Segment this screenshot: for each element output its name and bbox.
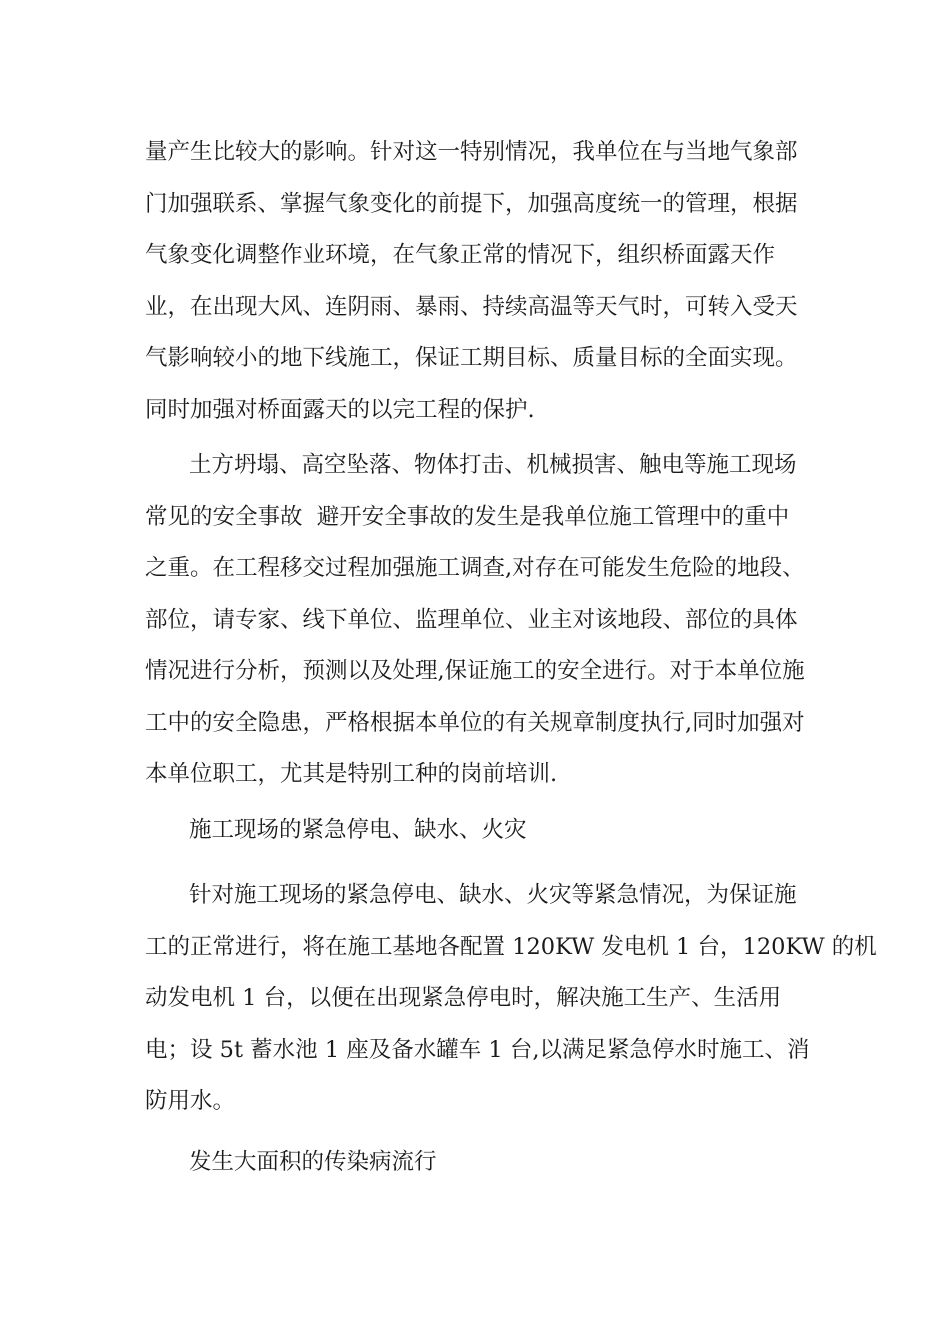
paragraph-emergency [145, 870, 877, 1128]
text-line: 土方坍塌、高空坠落、物体打击、机械损害、触电等施工现场 [189, 452, 797, 478]
text-line: 之重。在工程移交过程加强施工调查,对存在可能发生危险的地段、 [145, 555, 805, 581]
text-line: 部位，请专家、线下单位、监理单位、业主对该地段、部位的具体 [145, 606, 798, 633]
section-heading-epidemic: 发生大面积的传染病流行 [189, 1149, 437, 1175]
text-line: 防用水。 [145, 1088, 236, 1114]
text-line: 本单位职工，尤其是特别工种的岗前培训. [145, 761, 558, 787]
text-line: 门加强联系、掌握气象变化的前提下，加强高度统一的管理，根据 [145, 190, 798, 217]
text-line: 量产生比较大的影响。针对这一特别情况，我单位在与当地气象部 [145, 139, 798, 165]
paragraph-safety [145, 440, 810, 801]
text-line: 常见的安全事故 避开安全事故的发生是我单位施工管理中的重中 [145, 503, 790, 530]
text-line: 同时加强对桥面露天的以完工程的保护. [145, 396, 535, 423]
section-heading-emergency: 施工现场的紧急停电、缺水、火灾 [189, 817, 527, 843]
paragraph-weather [145, 127, 810, 436]
text-line: 针对施工现场的紧急停电、缺水、火灾等紧急情况，为保证施 [189, 882, 797, 908]
text-line: 电；设 5t 蓄水池 1 座及备水罐车 1 台,以满足紧急停水时施工、消 [145, 1036, 810, 1063]
text-line: 气影响较小的地下线施工，保证工期目标、质量目标的全面实现。 [145, 345, 798, 371]
text-line: 气象变化调整作业环境，在气象正常的情况下，组织桥面露天作 [145, 242, 776, 268]
text-line: 工中的安全隐患，严格根据本单位的有关规章制度执行,同时加强对 [145, 709, 805, 736]
text-line: 情况进行分析，预测以及处理,保证施工的安全进行。对于本单位施 [145, 658, 805, 684]
text-line: 业，在出现大风、连阴雨、暴雨、持续高温等天气时，可转入受天 [145, 293, 798, 320]
text-line: 工的正常进行，将在施工基地各配置 120KW 发电机 1 台，120KW 的机 [145, 933, 877, 960]
text-line: 动发电机 1 台，以便在出现紧急停电时，解决施工生产、生活用 [145, 985, 782, 1011]
